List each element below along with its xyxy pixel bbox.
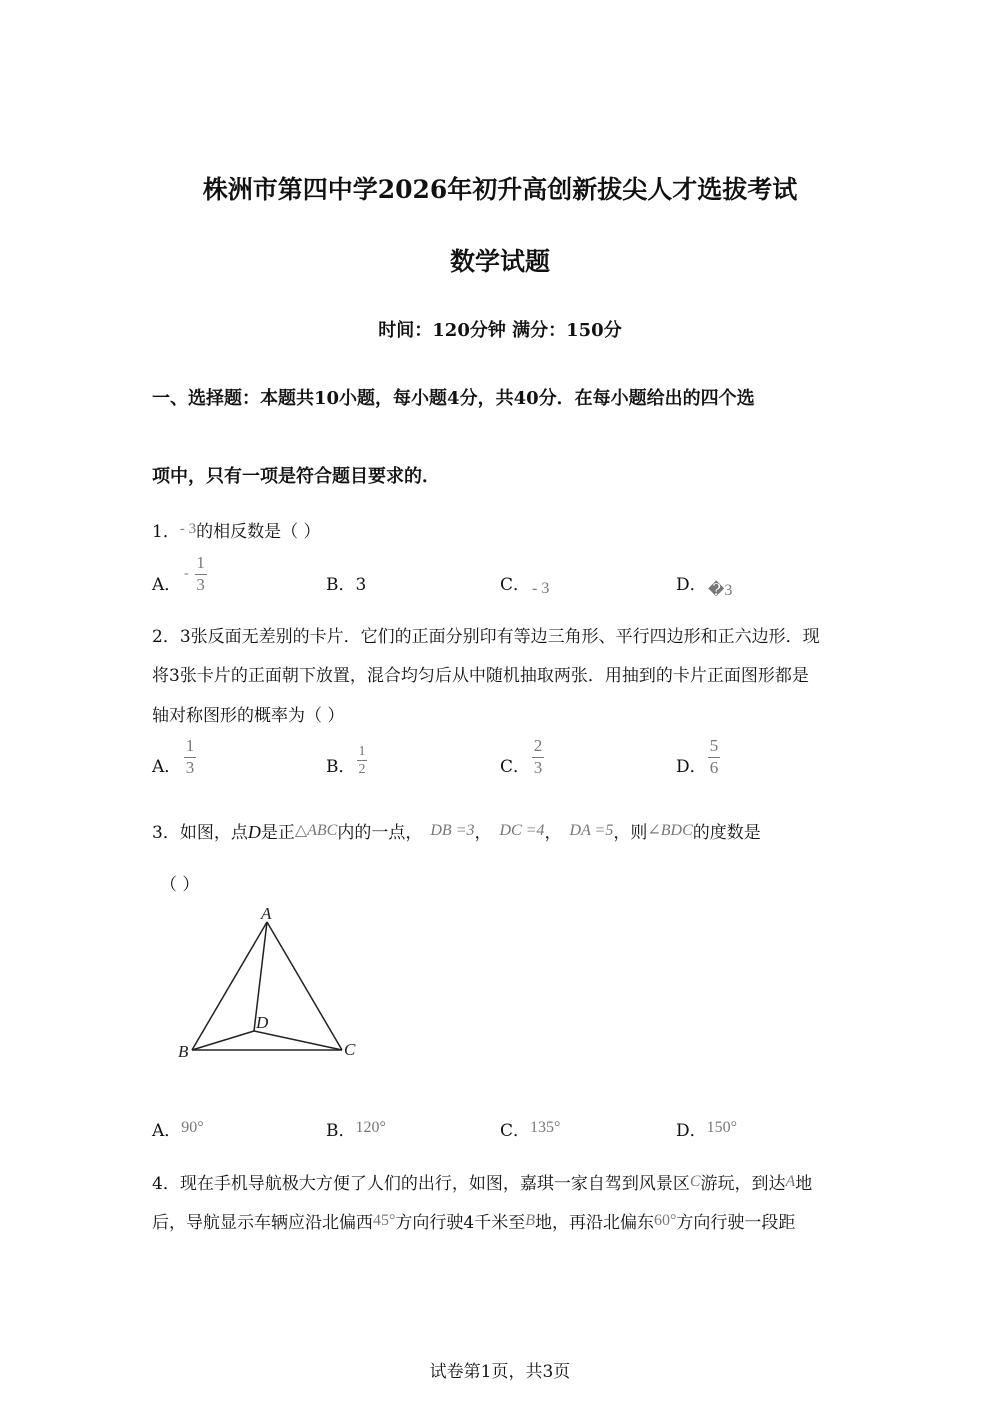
question-text: 后，导航显示车辆应沿北偏西 <box>152 1213 373 1233</box>
question-number: 3． <box>152 823 180 843</box>
dc-equation: DC =4 <box>499 822 545 839</box>
exam-title: 株洲市第四中学2026年初升高创新拔尖人才选拔考试 <box>202 175 798 204</box>
q2-option-b-value <box>357 744 367 778</box>
fraction-bar <box>357 760 367 761</box>
question-text: 的度数是 <box>692 823 761 843</box>
comma: ， <box>544 823 562 843</box>
question-text: 3张反面无差别的卡片．它们的正面分别印有等边三角形、平行四边形和正六边形．现 <box>179 627 820 647</box>
q1-option-b[interactable] <box>326 570 366 595</box>
option-label: D． <box>676 575 707 595</box>
question-3-line1 <box>152 818 761 843</box>
q2-option-d[interactable] <box>676 752 707 777</box>
section-heading-line1: 一、选择题：本题共10小题，每小题4分，共40分．在每小题给出的四个选 <box>152 388 755 409</box>
question-text: 地，再沿北偏东 <box>535 1213 655 1233</box>
page-footer: 试卷第1页，共3页 <box>429 1362 571 1382</box>
q2-option-c-value <box>532 737 544 777</box>
q3-option-d[interactable] <box>676 1116 737 1141</box>
exam-meta: 时间：120分钟 满分：150分 <box>378 320 622 341</box>
point-b: B <box>525 1212 536 1229</box>
numerator: 1 <box>358 744 366 759</box>
question-text: 现在手机导航极大方便了人们的出行，如图，嘉琪一家自驾到风景区 <box>179 1174 690 1194</box>
question-4-line1 <box>152 1169 812 1194</box>
question-2-line2: 将3张卡片的正面朝下放置，混合均匀后从中随机抽取两张．用抽到的卡片正面图形都是 <box>152 666 809 686</box>
numerator: 1 <box>196 553 205 572</box>
option-label: C． <box>500 757 531 777</box>
label-c: C <box>344 1040 356 1059</box>
question-number: 1． <box>152 522 180 542</box>
numerator: 1 <box>185 736 195 755</box>
db-equation: DB =3 <box>430 822 475 839</box>
question-text: 是正 <box>260 823 295 843</box>
label-d: D <box>256 1013 269 1032</box>
question-number: 2． <box>152 627 180 647</box>
denominator: 3 <box>196 574 205 594</box>
label-b: B <box>178 1042 189 1061</box>
question-2-line1 <box>152 622 820 647</box>
angle-60: 60° <box>654 1212 677 1229</box>
numerator: 2 <box>533 736 543 755</box>
q3-option-c[interactable] <box>500 1116 560 1141</box>
triangle-abc: △ABC <box>294 822 338 839</box>
side-ac <box>267 922 342 1050</box>
denominator: 6 <box>709 757 719 777</box>
q3-option-b[interactable] <box>326 1116 386 1141</box>
question-text: 地 <box>795 1174 813 1194</box>
question-text: 方向行驶一段距 <box>676 1213 796 1233</box>
question-1 <box>152 517 320 542</box>
q2-option-c[interactable] <box>500 752 530 777</box>
option-label: A． <box>152 575 182 595</box>
option-value: 3 <box>355 575 367 595</box>
option-value: 90° <box>181 1119 204 1136</box>
q1-option-a[interactable] <box>152 570 181 595</box>
q2-option-a-value <box>184 737 196 777</box>
option-label: D． <box>676 757 707 777</box>
q2-option-d-value <box>708 737 720 777</box>
question-text: 内的一点， <box>337 823 423 843</box>
option-label: A． <box>152 757 182 777</box>
option-label: D． <box>676 1121 707 1141</box>
q1-option-a-value <box>184 554 207 594</box>
segment-cd <box>254 1031 342 1050</box>
question-2-line3: 轴对称图形的概率为（ ） <box>152 706 345 726</box>
fraction <box>184 737 196 777</box>
fraction <box>195 554 207 594</box>
option-label: B． <box>326 1121 356 1141</box>
denominator: 3 <box>533 757 543 777</box>
exam-subtitle: 数学试题 <box>449 247 550 276</box>
option-label: C． <box>500 1121 531 1141</box>
fraction <box>532 737 544 777</box>
question-3-answer-paren: （ ） <box>160 875 200 895</box>
option-value: 150° <box>706 1119 738 1136</box>
question-text: 游玩，到达 <box>700 1174 786 1194</box>
question-text: 方向行驶4千米至 <box>395 1213 526 1233</box>
denominator: 3 <box>185 757 195 777</box>
option-value: 135° <box>530 1119 561 1136</box>
option-label: B． <box>326 757 356 777</box>
triangle-figure <box>170 900 370 1070</box>
q1-expression: - 3 <box>179 521 197 537</box>
angle-45: 45° <box>373 1212 396 1229</box>
label-a: A <box>261 904 272 923</box>
q1-option-d-value: �3 <box>708 582 733 599</box>
option-label: A． <box>152 1121 182 1141</box>
point-c: C <box>689 1173 701 1190</box>
question-4-line2 <box>152 1208 795 1233</box>
question-text: ，则 <box>613 823 648 843</box>
da-equation: DA =5 <box>569 822 614 839</box>
fraction <box>357 744 367 778</box>
point-a: A <box>785 1173 796 1190</box>
minus-sign: - <box>184 566 189 582</box>
fraction <box>708 737 720 777</box>
angle-bdc: ∠BDC <box>647 822 693 839</box>
point-d: D <box>247 822 261 842</box>
q2-option-a[interactable] <box>152 752 181 777</box>
q1-option-c-value: - 3 <box>532 580 550 597</box>
q3-option-a[interactable] <box>152 1116 204 1141</box>
q1-option-d[interactable] <box>676 570 707 595</box>
section-heading-line2: 项中，只有一项是符合题目要求的． <box>152 466 440 487</box>
option-label: C． <box>500 575 531 595</box>
q2-option-b[interactable] <box>326 752 356 777</box>
numerator: 5 <box>709 736 719 755</box>
comma: ， <box>474 823 492 843</box>
question-number: 4． <box>152 1174 180 1194</box>
denominator: 2 <box>358 762 366 778</box>
q1-option-c[interactable] <box>500 570 530 595</box>
option-label: B． <box>326 575 356 595</box>
option-value: 120° <box>355 1119 386 1136</box>
question-text: 如图，点 <box>179 823 248 843</box>
question-text: 的相反数是（ ） <box>196 522 321 542</box>
